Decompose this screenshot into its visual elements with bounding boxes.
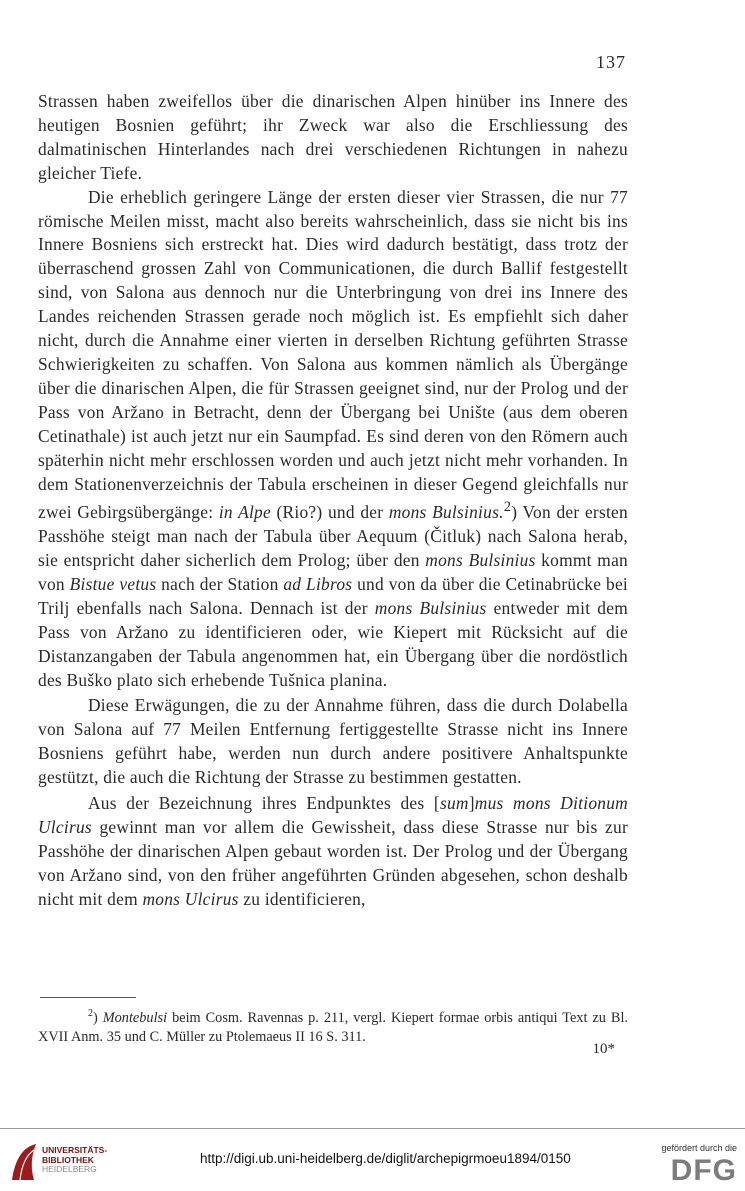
text-run: ) Von der ersten Passhöhe steigt man nach der Tabula über Aequum (Čitluk) nach Salona herab, sie entspricht daher sicherlich dem Prolog; über den [38, 502, 628, 571]
paragraph [38, 90, 628, 186]
italic-phrase: Montebulsi [102, 1009, 168, 1026]
library-line: UNIVERSITÄTS- [42, 1145, 108, 1155]
text-run: ) [93, 1009, 103, 1026]
footnote [38, 1004, 628, 1047]
source-url-link[interactable]: http://digi.ub.uni-heidelberg.de/diglit/archepigrmoeu1894/0150 [200, 1151, 571, 1166]
body-text [38, 90, 628, 912]
footnote-text [38, 1010, 628, 1045]
paragraph [38, 694, 628, 790]
text-run: nach der Station [156, 573, 284, 594]
italic-phrase: mons Bulsinius [425, 550, 536, 571]
italic-phrase: Bistue vetus [69, 573, 157, 594]
text-run: Strassen haben zweifellos über die dinarischen Alpen hinüber ins Innere des heutigen Bosnien geführt; ihr Zweck war also die Erschliessung des dalmatinischen Hinterlandes nach drei verschiedenen Richtungen in nahezu gleicher Tiefe. [38, 91, 628, 183]
dfg-caption: gefördert durch die [661, 1143, 737, 1153]
text-run: Die erheblich geringere Länge der ersten dieser vier Strassen, die nur 77 römische Meilen misst, macht also bereits wahrscheinlich, dass sie nicht bis ins Innere Bosniens sich erstreckt hat. Dies wird dadurch bestätigt, dass trotz der überraschend grossen Zahl von Communicationen, die durch Ballif festgestellt sind, von Salona aus dennoch nur die Unterbringung von drei ins Innere des Landes reichenden Strassen gerade noch möglich ist. Es empfiehlt sich daher nicht, durch die Annahme einer vierten in derselben Richtung geführten Strasse Schwierigkeiten zu schaffen. Von Salona aus kommen nämlich als Übergänge über die dinarischen Alpen, die für Strassen geeignet sind, nur der Prolog und der Pass von Aržano in Betracht, denn der Übergang bei Unište (aus dem oberen Cetinathale) ist auch jetzt nur ein Saumpfad. Es sind deren von den Römern auch späterhin nicht mehr erschlossen worden und auch jetzt nicht mehr vorhanden. In dem Stationenverzeichnis der Tabula erscheinen in dieser Gegend gleichfalls nur zwei Gebirgsübergänge: [38, 186, 628, 523]
italic-phrase: in Alpe [218, 502, 271, 523]
library-name [42, 1146, 107, 1175]
text-run: Diese Erwägungen, die zu der Annahme führen, dass die durch Dolabella von Salona auf 77 Meilen Entfernung fertiggestellte Strasse nicht ins Innere Bosniens geführt habe, werden nun durch andere positivere Anhaltspunkte gestützt, die auch die Richtung der Strasse zu bestimmen gestatten. [38, 695, 628, 788]
text-run: beim Cosm. Ravennas p. 211, vergl. Kiepert formae orbis antiqui Text zu Bl. XVII Anm. 35 und C. Müller zu Ptolemaeus II 16 S. 311. [38, 1009, 628, 1045]
footer-divider [0, 1128, 745, 1129]
italic-phrase: mons Ulcirus [142, 888, 239, 909]
italic-phrase: mus mons Ditionum Ulcirus [38, 793, 628, 837]
italic-phrase: sum [439, 793, 469, 814]
text-run: (Rio?) und der [270, 502, 389, 523]
paragraph [38, 186, 628, 693]
page-number: 137 [596, 52, 626, 72]
signature-mark: 10* [592, 1041, 615, 1057]
text-run: ] [468, 793, 475, 814]
text-run: entweder mit dem Pass von Aržano zu identificieren oder, wie Kiepert mit Rücksicht auf die Distanzangaben der Tabula angenommen hat, ein Übergang über die nordöstlich des Buško plato sich erhebende Tušnica planina. [38, 597, 629, 690]
paragraph [38, 792, 628, 912]
footnote-marker: 2 [88, 1008, 93, 1019]
dfg-logo: DFG [670, 1154, 737, 1187]
text-run: zu identificieren, [238, 888, 366, 909]
library-line: BIBLIOTHEK [42, 1154, 94, 1165]
footnote-ref: 2 [503, 499, 512, 516]
footnote-separator [40, 997, 136, 998]
italic-phrase: mons Bulsinius [374, 597, 487, 618]
library-line: HEIDELBERG [42, 1164, 97, 1174]
text-run: Aus der Bezeichnung ihres Endpunktes des [ [88, 793, 440, 814]
text-run: gewinnt man vor allem die Gewissheit, dass diese Strasse nur bis zur Passhöhe der dinarischen Alpen gebaut worden ist. Der Prolog und der Übergang von Aržano sind, von den früher angeführten Gründen abgesehen, schon deshalb nicht mit dem [38, 816, 628, 909]
italic-phrase: ad Libros [283, 573, 353, 594]
text-run: kommt man von [38, 550, 628, 594]
text-run: und von da über die Cetinabrücke bei Trilj ebenfalls nach Salona. Dennach ist der [38, 573, 629, 618]
italic-phrase: mons Bulsinius. [388, 502, 504, 523]
